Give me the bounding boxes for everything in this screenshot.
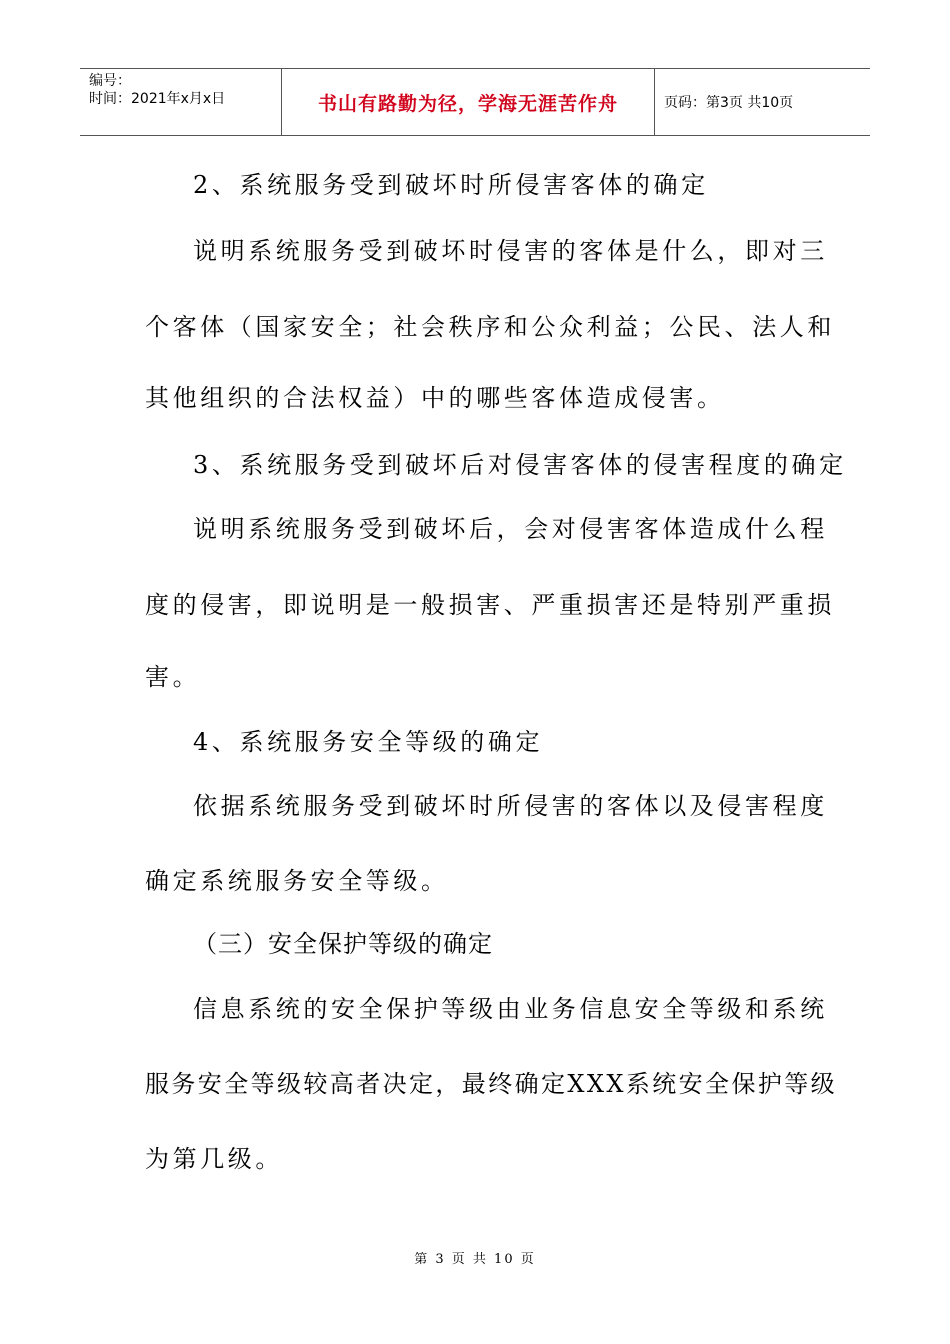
paragraph-line: 信息系统的安全保护等级由业务信息安全等级和系统 — [193, 995, 828, 1023]
header-meta — [80, 69, 282, 135]
section-heading-3-sub: （三）安全保护等级的确定 — [193, 930, 493, 958]
paragraph-line: 确定系统服务安全等级。 — [145, 867, 449, 895]
paragraph-line: 为第几级。 — [145, 1145, 283, 1173]
paragraph-line: 说明系统服务受到破坏时侵害的客体是什么，即对三 — [193, 237, 828, 265]
paragraph-line: 个客体（国家安全；社会秩序和公众利益；公民、法人和 — [145, 313, 835, 341]
section-heading-3: 3、系统服务受到破坏后对侵害客体的侵害程度的确定 — [193, 451, 847, 479]
document-number-label: 编号： — [89, 73, 131, 89]
paragraph-line: 依据系统服务受到破坏时所侵害的客体以及侵害程度 — [193, 792, 828, 820]
document-date: 时间：2021年x月x日 — [89, 91, 226, 107]
header-page-info: 页码：第3页 共10页 — [664, 95, 794, 111]
paragraph-line: 说明系统服务受到破坏后，会对侵害客体造成什么程 — [193, 515, 828, 543]
header-motto: 书山有路勤为径，学海无涯苦作舟 — [282, 69, 655, 135]
page-footer: 第 3 页 共 10 页 — [414, 1252, 536, 1267]
section-heading-2: 2、系统服务受到破坏时所侵害客体的确定 — [193, 171, 709, 199]
section-heading-4: 4、系统服务安全等级的确定 — [193, 728, 544, 756]
paragraph-line: 服务安全等级较高者决定，最终确定XXX系统安全保护等级 — [145, 1070, 838, 1098]
paragraph-line: 度的侵害，即说明是一般损害、严重损害还是特别严重损 — [145, 591, 835, 619]
page-header — [80, 68, 870, 136]
paragraph-line: 害。 — [145, 663, 201, 691]
paragraph-line: 其他组织的合法权益）中的哪些客体造成侵害。 — [145, 384, 725, 412]
